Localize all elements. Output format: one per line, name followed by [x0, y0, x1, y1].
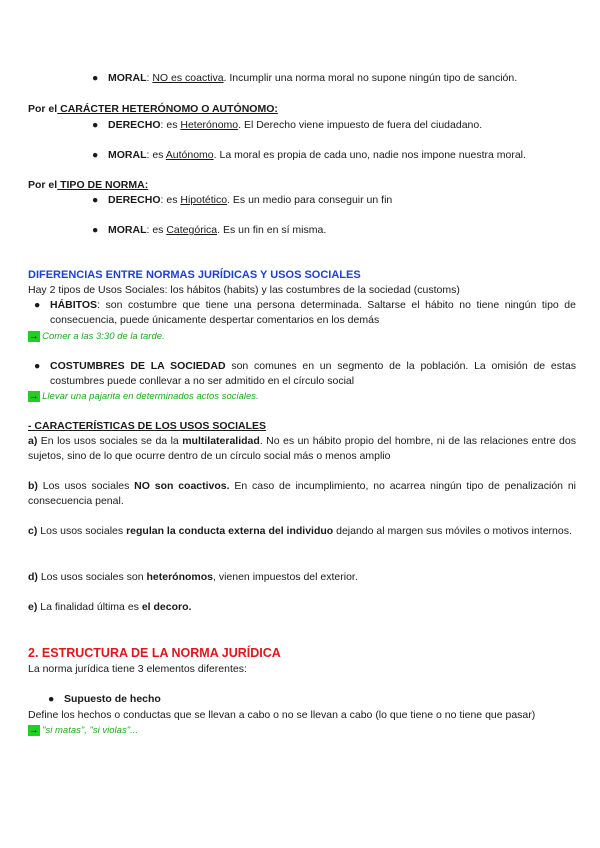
bullet-icon: ●	[92, 224, 99, 236]
letter: c)	[28, 525, 38, 537]
text-rest: , vienen impuestos del exterior.	[213, 571, 358, 583]
costumbres-label: COSTUMBRES DE LA SOCIEDAD	[50, 360, 226, 372]
moral-rest: . La moral es propia de cada uno, nadie nos impone nuestra moral.	[213, 149, 526, 161]
caracter-prefix: Por el	[28, 103, 58, 115]
example-text: Comer a las 3:30 de la tarde.	[39, 331, 165, 342]
caracteristicas-title: - CARACTERÍSTICAS DE LOS USOS SOCIALES	[28, 420, 267, 432]
habitos-label: HÁBITOS	[50, 299, 98, 311]
text-bold: NO son coactivos.	[134, 480, 230, 492]
text-bold: el decoro.	[141, 601, 192, 613]
moral-pre: : es	[146, 224, 167, 236]
letter: e)	[28, 601, 38, 613]
letter: d)	[28, 571, 38, 583]
caracteristica-a	[28, 434, 576, 464]
bullet-icon: ●	[92, 194, 99, 206]
moral-categorica-item	[92, 223, 572, 238]
caracteristica-e	[28, 600, 576, 615]
bullet-icon: ●	[92, 119, 99, 131]
text-bold: multilateralidad	[182, 435, 260, 447]
text-pre: Los usos sociales son	[37, 571, 147, 583]
derecho-hipotetico-item	[92, 193, 572, 208]
arrow-right-icon: →	[29, 725, 39, 736]
derecho-rest: . Es un medio para conseguir un fin	[227, 194, 393, 206]
derecho-label: DERECHO	[108, 194, 161, 206]
supuesto-label: Supuesto de hecho	[64, 693, 161, 705]
example-text: Llevar una pajarita en determinados actos sociales.	[39, 391, 259, 402]
costumbres-text: son comunes en un segmento de la población. La omisión de estas costumbres puede conllevar a no ser admitido en el círculo social	[50, 360, 576, 387]
moral-rest: . Es un fin en sí misma.	[217, 224, 327, 236]
arrow-right-icon: →	[29, 391, 39, 402]
bullet-icon: ●	[34, 360, 41, 372]
supuesto-item	[48, 692, 161, 707]
diferencias-heading: DIFERENCIAS ENTRE NORMAS JURÍDICAS Y USOS SOCIALES	[28, 269, 361, 281]
example-text: "si matas", "si violas"...	[39, 725, 138, 736]
text-bold: heterónomos	[146, 571, 213, 583]
diferencias-intro: Hay 2 tipos de Usos Sociales: los hábitos (habits) y las costumbres de la sociedad (customs)	[28, 284, 460, 296]
bullet-icon: ●	[92, 149, 99, 161]
arrow-right-icon: →	[29, 331, 39, 342]
text-rest: . No es un hábito propio del hombre, ni de las relaciones entre dos sujetos, sino de lo que ocurre dentro de un círculo social más o menos amplio	[28, 435, 576, 462]
moral-underlined: Categórica	[166, 224, 218, 236]
text-rest: En caso de incumplimiento, no acarrea ningún tipo de penalización ni consecuencia penal.	[28, 480, 576, 507]
bullet-icon: ●	[48, 693, 55, 705]
derecho-underlined: Hipotético	[180, 194, 228, 206]
caracter-title: CARÁCTER HETERÓNOMO O AUTÓNOMO:	[57, 103, 278, 115]
habitos-text: : son costumbre que tiene una persona determinada. Saltarse el hábito no tiene ningún tipo de consecuencia, puede únicamente despertar comentarios en los demás	[50, 299, 576, 326]
moral-underlined: Autónomo	[165, 149, 214, 161]
bullet-icon: ●	[34, 299, 41, 311]
caracteristica-d	[28, 570, 576, 585]
derecho-heteronomo-item	[92, 118, 572, 133]
derecho-rest: . El Derecho viene impuesto de fuera del ciudadano.	[238, 119, 483, 131]
letter: a)	[28, 435, 38, 447]
bullet-icon: ●	[92, 72, 99, 84]
derecho-underlined: Heterónomo	[180, 119, 239, 131]
estructura-heading: 2. ESTRUCTURA DE LA NORMA JURÍDICA	[28, 646, 281, 660]
caracteristica-c	[28, 524, 576, 539]
tipo-heading	[28, 178, 148, 193]
example-comer	[28, 329, 165, 344]
caracteristica-b	[28, 479, 576, 509]
text-pre: Los usos sociales	[37, 480, 135, 492]
letter: b)	[28, 480, 38, 492]
habitos-item	[28, 298, 576, 328]
text-pre: La finalidad última es	[37, 601, 142, 613]
costumbres-item	[28, 359, 576, 389]
example-pajarita	[28, 389, 259, 404]
moral-rest: . Incumplir una norma moral no supone ningún tipo de sanción.	[223, 72, 518, 84]
derecho-label: DERECHO	[108, 119, 161, 131]
derecho-pre: : es	[160, 194, 181, 206]
text-pre: En los usos sociales se da la	[37, 435, 183, 447]
text-bold: regulan la conducta externa del individuo	[126, 525, 334, 537]
colon: :	[146, 72, 150, 84]
moral-autonomo-item	[92, 148, 572, 163]
estructura-intro: La norma jurídica tiene 3 elementos diferentes:	[28, 663, 247, 675]
moral-label: MORAL	[108, 149, 147, 161]
moral-label: MORAL	[108, 224, 147, 236]
supuesto-text: Define los hechos o conductas que se llevan a cabo o no se llevan a cabo (lo que tiene o no tiene que pasar)	[28, 709, 536, 721]
text-pre: Los usos sociales	[37, 525, 127, 537]
derecho-pre: : es	[160, 119, 181, 131]
moral-pre: : es	[146, 149, 166, 161]
tipo-title: TIPO DE NORMA:	[57, 179, 149, 191]
caracteristicas-heading	[28, 419, 266, 434]
caracter-heading	[28, 102, 278, 117]
moral-underlined: NO es coactiva	[152, 72, 224, 84]
example-si-matas	[28, 723, 138, 738]
text-rest: dejando al margen sus móviles o motivos internos.	[333, 525, 572, 537]
tipo-prefix: Por el	[28, 179, 58, 191]
moral-label: MORAL	[108, 72, 147, 84]
moral-coactiva-item	[92, 71, 572, 86]
